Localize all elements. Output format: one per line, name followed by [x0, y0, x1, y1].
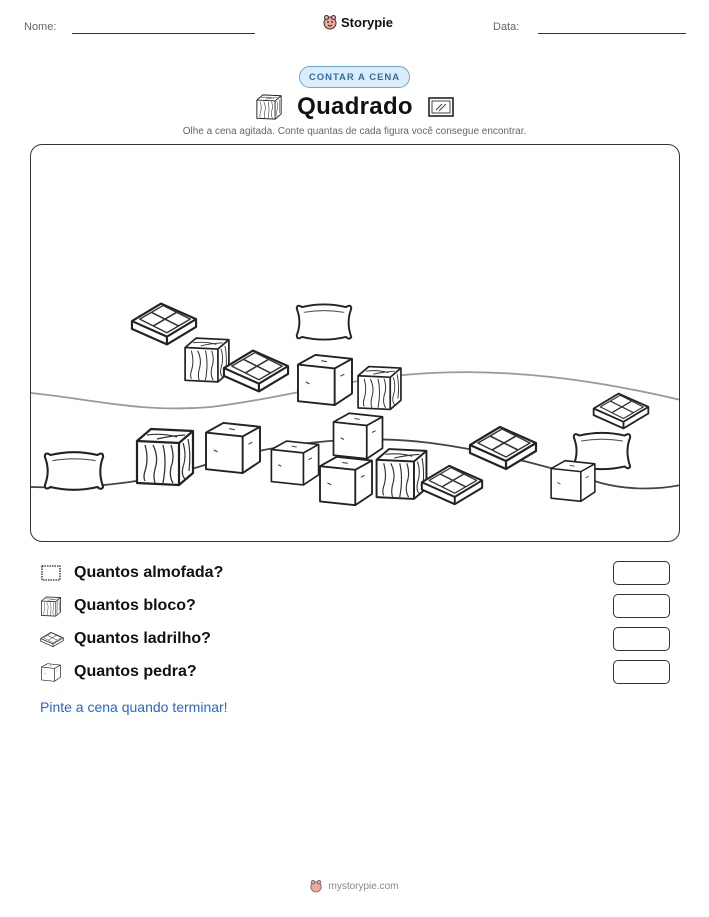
wood-block: [377, 449, 427, 499]
tile: [132, 304, 196, 345]
instructions: Olhe a cena agitada. Conte quantas de cada figura você consegue encontrar.: [182, 126, 527, 137]
stone-cube-icon: [40, 663, 62, 682]
answer-box[interactable]: [613, 561, 670, 585]
wood-block: [185, 338, 229, 382]
question-row-block: [40, 593, 670, 619]
coloring-prompt: Pinte a cena quando terminar!: [40, 699, 228, 715]
wood-block: [358, 367, 401, 410]
question-row-stone: [40, 659, 670, 685]
name-label: Nome:: [24, 21, 57, 33]
answer-box[interactable]: [613, 594, 670, 618]
stone-cube: [551, 461, 595, 502]
tile: [470, 427, 536, 469]
answer-box[interactable]: [613, 660, 670, 684]
tile: [224, 351, 288, 392]
wood-block-icon: [40, 596, 62, 617]
scene-frame: [30, 144, 680, 542]
question-row-pillow: [40, 560, 670, 586]
page-title: Quadrado: [297, 93, 413, 120]
date-label: Data:: [493, 21, 520, 33]
storypie-mascot-icon: [310, 879, 322, 893]
back-hill-line: [31, 372, 680, 408]
name-line[interactable]: [72, 33, 255, 34]
tile-icon: [40, 631, 64, 648]
pillow: [297, 304, 351, 339]
date-line[interactable]: [538, 33, 686, 34]
stone-cube: [320, 457, 372, 505]
pillow: [45, 452, 103, 490]
stone-cube: [298, 355, 352, 405]
answer-box[interactable]: [613, 627, 670, 651]
wood-block: [137, 429, 193, 485]
storypie-mascot-icon: [323, 14, 337, 30]
storypie-brand: [323, 14, 393, 30]
tile: [422, 466, 482, 504]
question-label: Quantos almofada?: [74, 564, 224, 581]
stone-cube: [206, 423, 260, 473]
scene-illustration: [31, 145, 680, 542]
brand-name: Storypie: [341, 14, 394, 30]
footer-site[interactable]: mystorypie.com: [328, 880, 399, 892]
question-label: Quantos bloco?: [74, 597, 196, 614]
question-label: Quantos ladrilho?: [74, 630, 211, 647]
stone-cube: [271, 441, 318, 485]
question-label: Quantos pedra?: [74, 663, 197, 680]
activity-badge: CONTAR A CENA: [299, 66, 410, 88]
question-row-tile: [40, 626, 670, 652]
wood-block-icon: [255, 94, 283, 120]
footer: [0, 879, 709, 893]
page-title-row: [250, 90, 460, 124]
tile: [594, 394, 649, 429]
stone-cube: [334, 413, 383, 459]
square-icon: [427, 96, 455, 118]
pillow-icon: [40, 564, 62, 582]
